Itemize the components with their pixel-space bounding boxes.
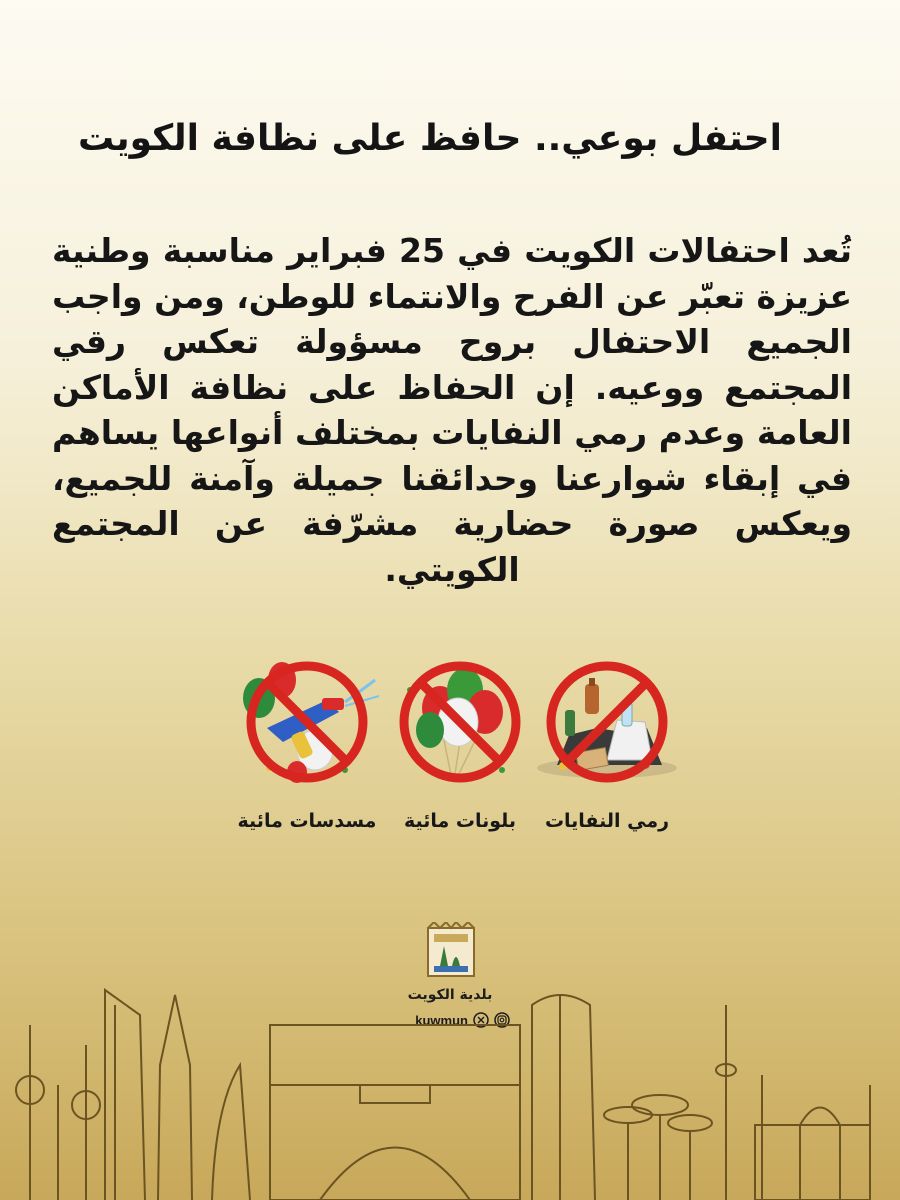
- prohibition-water-guns: [227, 650, 387, 840]
- prohibitions-row: [0, 650, 900, 850]
- prohibition-label: رمي النفايات: [544, 810, 670, 832]
- no-littering-icon: [527, 650, 687, 800]
- no-water-guns-icon: [227, 650, 387, 800]
- page-title: احتفل بوعي.. حافظ على نظافة الكويت: [78, 118, 782, 159]
- prohibition-label: بلونات مائية: [403, 810, 517, 832]
- no-water-balloons-icon: [380, 650, 540, 800]
- org-name: بلدية الكويت: [407, 987, 493, 1003]
- social-handle[interactable]: kuwmun: [415, 1012, 468, 1028]
- kuwait-skyline-illustration: [0, 965, 900, 1200]
- body-paragraph: تُعد احتفالات الكويت في 25 فبراير مناسبة وطنية عزيزة تعبّر عن الفرح والانتماء للوطن، ومن واجب الجميع الاحتفال بروح مسؤولة تعكس رقي المجتمع ووعيه. إن الحفاظ على نظافة الأماكن العامة وعدم رمي النفايات بمختلف أنواعها يساهم في إبقاء شوارعنا وحدائقنا جميلة وآمنة للجميع، ويعكس صورة حضارية مشرّفة عن المجتمع الكويتي.: [52, 231, 852, 589]
- prohibition-label: مسدسات مائية: [237, 810, 377, 832]
